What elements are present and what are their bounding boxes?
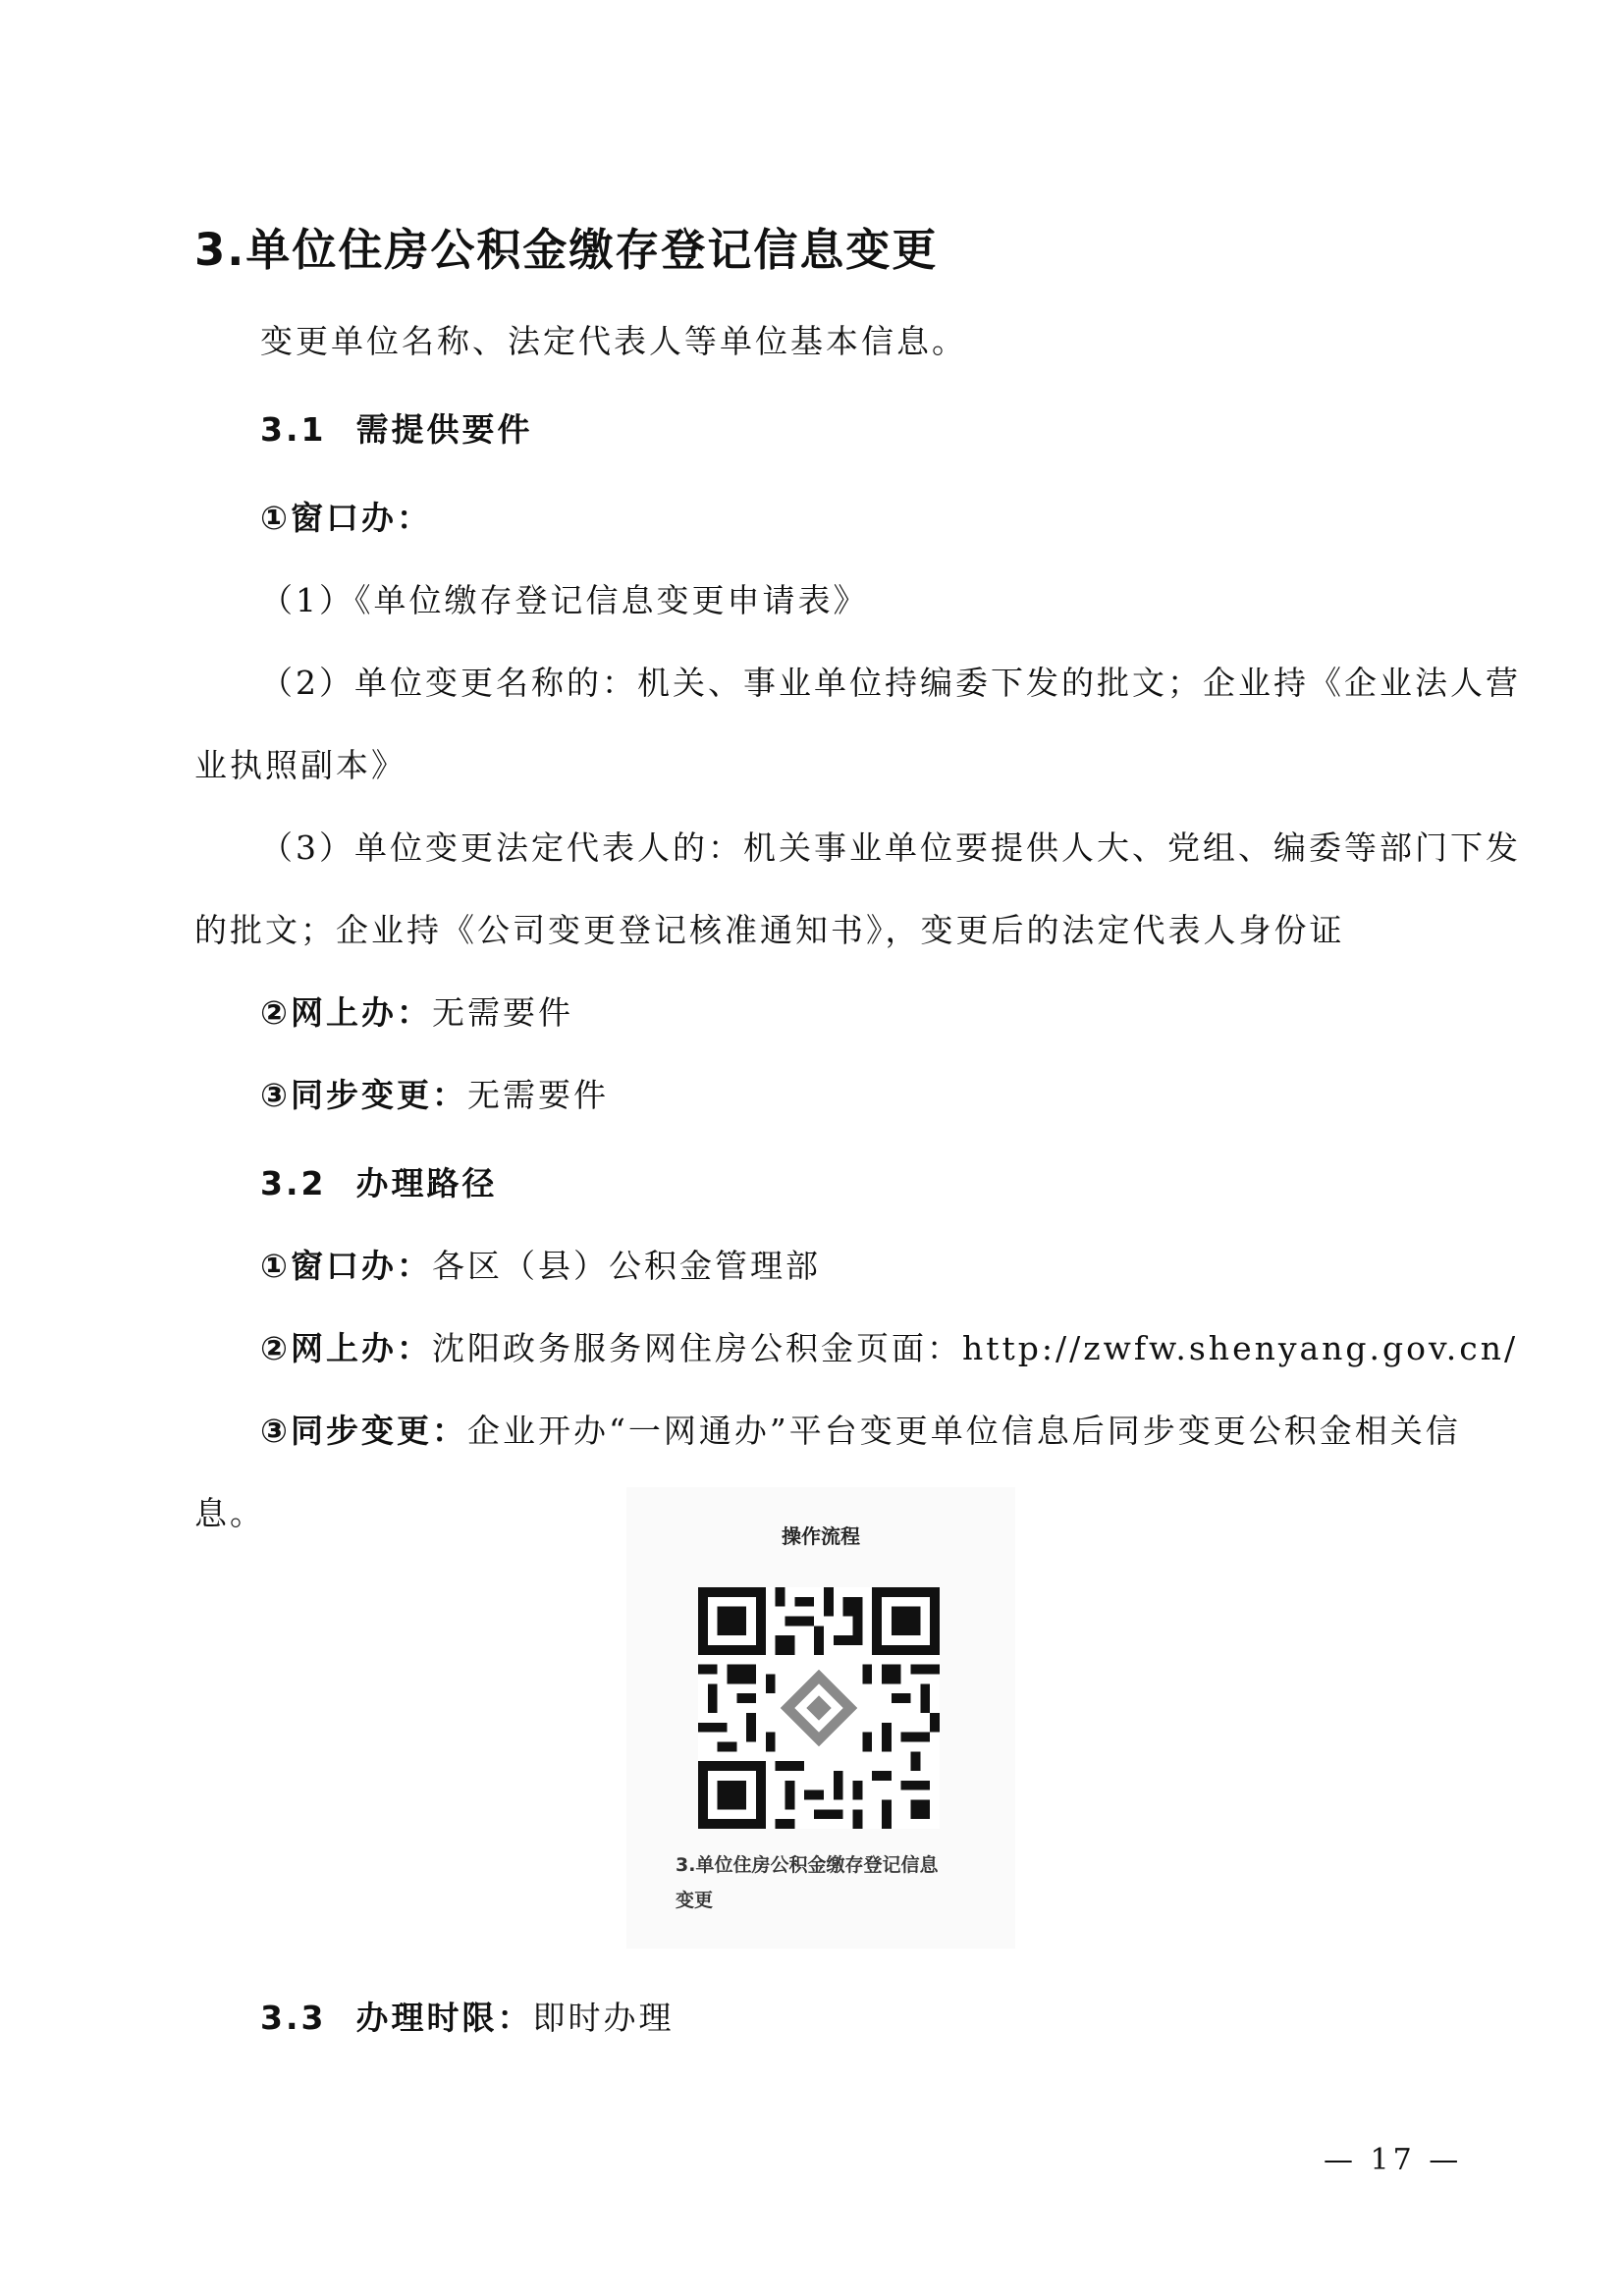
requirement-item-2-line2: 业执照副本》 <box>194 746 406 784</box>
qr-caption <box>676 1847 990 1918</box>
section-heading: 3.单位住房公积金缴存登记信息变更 <box>194 224 939 276</box>
subsection-3-2-heading <box>260 1164 497 1203</box>
window-path <box>260 1247 821 1286</box>
subsection-title: 办理时限： <box>355 1999 533 2037</box>
subsection-title: 办理路径 <box>355 1164 498 1202</box>
subsection-title: 需提供要件 <box>355 410 533 449</box>
sync-label: ③同步变更： <box>260 1076 467 1114</box>
requirement-item-1: （1）《单位缴存登记信息变更申请表》 <box>260 581 869 619</box>
online-label: ②网上办： <box>260 1329 432 1367</box>
subsection-number: 3.3 <box>260 1999 327 2037</box>
sync-value: 企业开办“一网通办”平台变更单位信息后同步变更公积金相关信 <box>466 1412 1461 1450</box>
requirement-item-3-line2: 的批文；企业持《公司变更登记核准通知书》，变更后的法定代表人身份证 <box>194 911 1345 949</box>
window-label: ①窗口办： <box>260 499 432 537</box>
subsection-3-3-heading <box>260 1999 674 2038</box>
qr-caption-line2: 变更 <box>676 1890 714 1911</box>
subsection-3-1-heading <box>260 410 532 450</box>
qr-card <box>626 1487 1015 1949</box>
intro-text: 变更单位名称、法定代表人等单位基本信息。 <box>260 322 967 360</box>
online-value: 无需要件 <box>431 993 573 1032</box>
time-limit-value: 即时办理 <box>532 1999 675 2037</box>
subsection-number: 3.2 <box>260 1164 327 1202</box>
requirement-item-2-line1: （2）单位变更名称的：机关、事业单位持编委下发的批文；企业持《企业法人营 <box>260 664 1521 702</box>
sync-path-line1 <box>260 1412 1461 1451</box>
window-label: ①窗口办： <box>260 1247 432 1285</box>
online-label: ②网上办： <box>260 993 432 1032</box>
online-url[interactable]: 沈阳政务服务网住房公积金页面：http://zwfw.shenyang.gov.cn/ <box>431 1329 1519 1367</box>
sync-label: ③同步变更： <box>260 1412 467 1450</box>
subsection-number: 3.1 <box>260 410 327 449</box>
online-path <box>260 1329 1518 1368</box>
sync-value: 无需要件 <box>466 1076 609 1114</box>
qr-title: 操作流程 <box>782 1524 860 1548</box>
qr-code[interactable] <box>698 1587 940 1829</box>
page-number: — 17 — <box>1324 2143 1463 2177</box>
window-value: 各区（县）公积金管理部 <box>431 1247 821 1285</box>
online-requirement <box>260 993 573 1033</box>
sync-path-line2: 息。 <box>194 1494 265 1532</box>
requirement-item-3-line1: （3）单位变更法定代表人的：机关事业单位要提供人大、党组、编委等部门下发 <box>260 828 1521 867</box>
sync-requirement <box>260 1076 609 1115</box>
qr-caption-line1: 3.单位住房公积金缴存登记信息 <box>676 1854 939 1876</box>
